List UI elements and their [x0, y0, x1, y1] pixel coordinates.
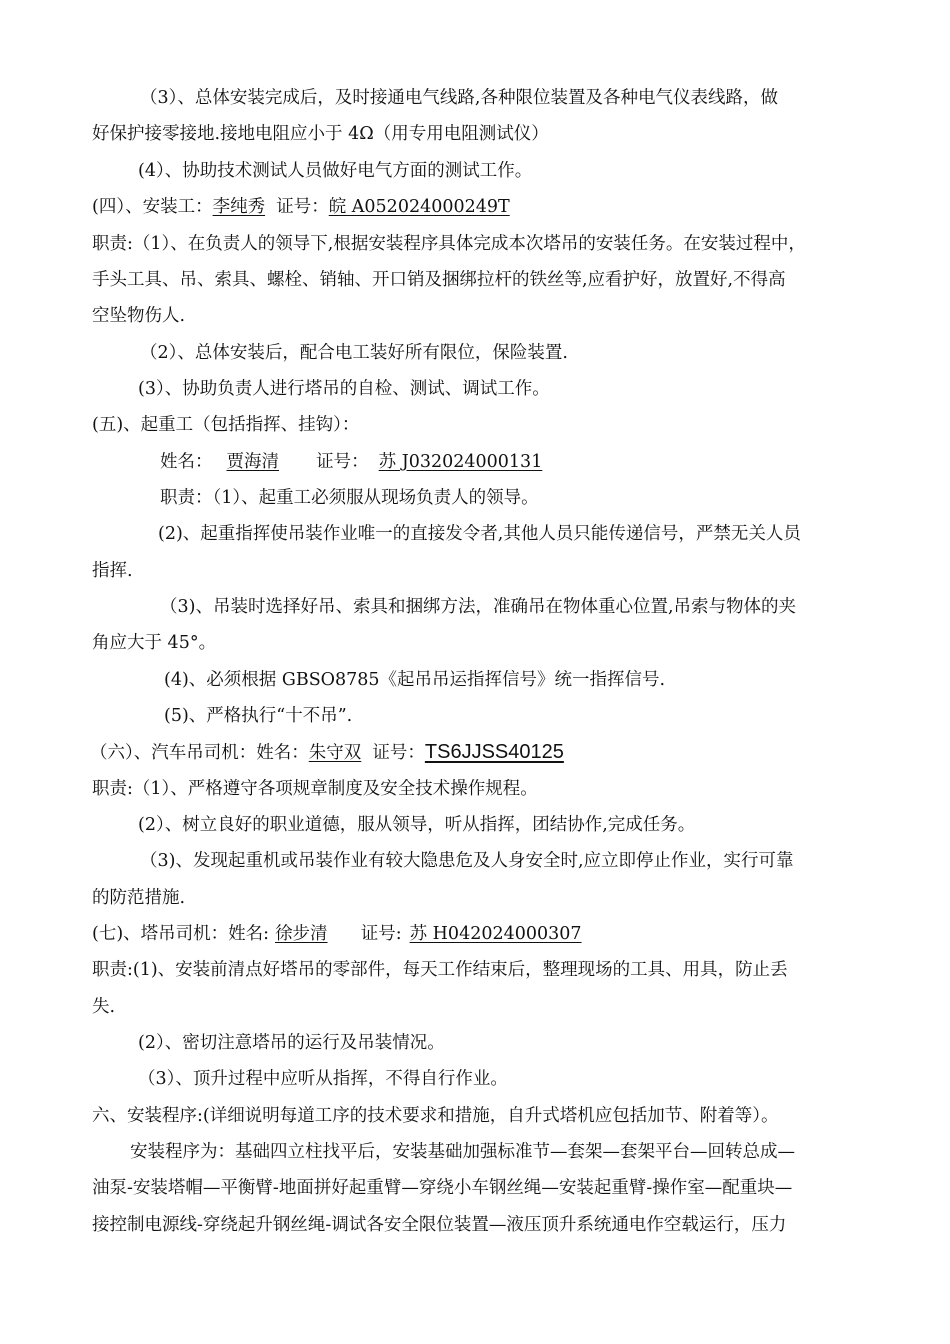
paragraph: （3）、顶升过程中应听从指挥，不得自行作业。	[138, 1069, 508, 1089]
section-heading: 六、安装程序:(详细说明每道工序的技术要求和措施，自升式塔机应包括加节、附着等）。	[92, 1106, 779, 1126]
rigger-name: 贾海清	[226, 452, 279, 472]
truck-crane-driver-heading	[90, 734, 564, 771]
tower-driver-cert: 苏 H042024000307	[409, 924, 582, 944]
rigger-cert: 苏 J032024000131	[378, 452, 543, 472]
paragraph: （2）、总体安装后，配合电工装好所有限位，保险装置.	[140, 343, 568, 363]
paragraph: 油泵-安装塔帽—平衡臂-地面拼好起重臂—穿绕小车钢丝绳—安装起重臂-操作室—配重块—	[92, 1178, 793, 1198]
paragraph: (3）、协助负责人进行塔吊的自检、测试、调试工作。	[138, 379, 550, 399]
rigger-cert-label: 证号：	[316, 452, 369, 472]
paragraph: 职责:（1）、严格遵守各项规章制度及安全技术操作规程。	[92, 779, 538, 799]
rigger-name-label: 姓名：	[160, 452, 213, 472]
paragraph: (4)、必须根据 GBSO8785《起吊吊运指挥信号》统一指挥信号.	[164, 670, 666, 690]
paragraph: (5)、严格执行“十不吊”.	[164, 706, 353, 726]
paragraph: 安装程序为：基础四立柱找平后，安装基础加强标准节—套架—套架平台—回转总成—	[130, 1142, 795, 1162]
paragraph: (2)、起重指挥使吊装作业唯一的直接发令者,其他人员只能传递信号，严禁无关人员	[158, 524, 801, 544]
tower-driver-name: 徐步清	[275, 924, 328, 944]
installer-name: 李纯秀	[212, 197, 266, 217]
paragraph: (4）、协助技术测试人员做好电气方面的测试工作。	[138, 161, 533, 181]
installer-prefix: (四）、安装工：	[92, 197, 213, 217]
paragraph: 职责:（1）、在负责人的领导下,根据安装程序具体完成本次塔吊的安装任务。在安装过程中，	[92, 234, 806, 254]
tower-driver-cert-label: 证号:	[360, 924, 402, 944]
paragraph: 的防范措施.	[92, 888, 186, 908]
paragraph: （3)、吊装时选择好吊、索具和捆绑方法，准确吊在物体重心位置,吊索与物体的夹	[160, 597, 797, 617]
section-heading: (五)、起重工（包括指挥、挂钩）：	[92, 415, 360, 435]
tower-driver-prefix: (七)、塔吊司机：姓名:	[92, 924, 270, 944]
paragraph: (2）、密切注意塔吊的运行及吊装情况。	[138, 1033, 445, 1053]
installer-cert: 皖 A052024000249T	[328, 197, 510, 217]
tower-crane-driver-heading	[92, 916, 582, 952]
installer-cert-label: 证号：	[276, 197, 329, 217]
paragraph: 手头工具、吊、索具、螺栓、销轴、开口销及捆绑拉杆的铁丝等,应看护好，放置好,不得高	[92, 270, 786, 290]
installer-heading	[92, 189, 510, 225]
paragraph: 好保护接零接地.接地电阻应小于 4Ω（用专用电阻测试仪）	[92, 124, 549, 144]
paragraph: 接控制电源线-穿绕起升钢丝绳-调试各安全限位装置—液压顶升系统通电作空载运行，压力	[92, 1215, 787, 1235]
paragraph: 职责:(1)、安装前清点好塔吊的零部件，每天工作结束后，整理现场的工具、用具，防止丢	[92, 960, 788, 980]
paragraph: (2）、树立良好的职业道德，服从领导，听从指挥，团结协作,完成任务。	[138, 815, 696, 835]
paragraph: 失.	[92, 997, 116, 1017]
paragraph: （3）、总体安装完成后，及时接通电气线路,各种限位装置及各种电气仪表线路，做	[140, 88, 778, 108]
paragraph: 空坠物伤人.	[92, 306, 186, 326]
truck-driver-cert-label: 证号：	[372, 743, 425, 763]
truck-driver-prefix: （六）、汽车吊司机：姓名：	[90, 743, 309, 763]
truck-driver-cert: TS6JJSS40125	[424, 741, 564, 763]
paragraph: 职责：（1）、起重工必须服从现场负责人的领导。	[160, 488, 539, 508]
paragraph: （3)、发现起重机或吊装作业有较大隐患危及人身安全时,应立即停止作业，实行可靠	[140, 851, 794, 871]
paragraph: 角应大于 45°。	[92, 633, 217, 653]
paragraph: 指挥.	[92, 561, 133, 581]
truck-driver-name: 朱守双	[308, 743, 362, 763]
rigger-info	[160, 444, 558, 480]
